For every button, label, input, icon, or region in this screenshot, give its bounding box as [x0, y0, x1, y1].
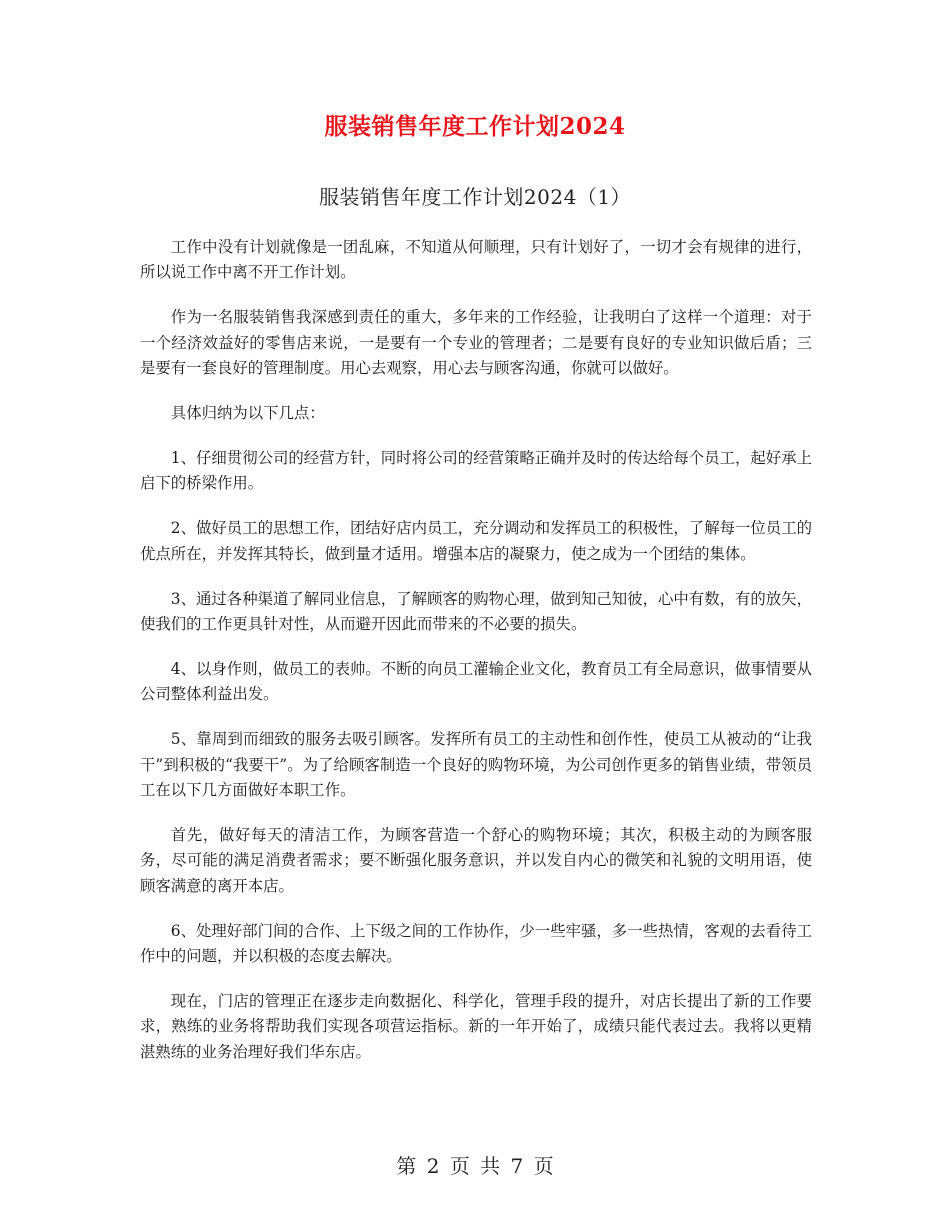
paragraph-point-4: 4、以身作则，做员工的表帅。不断的向员工灌输企业文化，教育员工有全局意识，做事情要从公司整体利益出发。	[140, 659, 812, 704]
document-body	[140, 235, 812, 1085]
paragraph-intro: 工作中没有计划就像是一团乱麻，不知道从何顺理，只有计划好了，一切才会有规律的进行，所以说工作中离不开工作计划。	[140, 238, 812, 282]
paragraph-responsibility: 作为一名服装销售我深感到责任的重大，多年来的工作经验，让我明白了这样一个道理：对于一个经济效益好的零售店来说，一是要有一个专业的管理者；二是要有良好的专业知识做后盾；三是要有一套良好的管理制度。用心去观察，用心去与顾客沟通，你就可以做好。	[140, 308, 812, 378]
document-title: 服装销售年度工作计划2024	[324, 113, 626, 140]
paragraph-point-1: 1、仔细贯彻公司的经营方针，同时将公司的经营策略正确并及时的传达给每个员工，起好承上启下的桥梁作用。	[140, 448, 812, 493]
paragraph-summary-lead: 具体归纳为以下几点：	[170, 404, 325, 423]
paragraph-service-details: 首先，做好每天的清洁工作，为顾客营造一个舒心的购物环境；其次，积极主动的为顾客服务，尽可能的满足消费者需求；要不断强化服务意识，并以发自内心的微笑和礼貌的文明用语，使顾客满意的离开本店。	[140, 825, 812, 895]
paragraph-point-5: 5、靠周到而细致的服务去吸引顾客。发挥所有员工的主动性和创作性，使员工从被动的“让我干”到积极的“我要干”。为了给顾客制造一个良好的购物环境，为公司创作更多的销售业绩，带领员工在以下几方面做好本职工作。	[140, 730, 812, 799]
document-subtitle: 服装销售年度工作计划2024（1）	[318, 185, 632, 209]
paragraph-point-6: 6、处理好部门间的合作、上下级之间的工作协作，少一些牢骚，多一些热情，客观的去看待工作中的问题，并以积极的态度去解决。	[140, 921, 812, 966]
paragraph-point-2: 2、做好员工的思想工作，团结好店内员工，充分调动和发挥员工的积极性，了解每一位员工的优点所在，并发挥其特长，做到量才适用。增强本店的凝聚力，使之成为一个团结的集体。	[140, 519, 812, 563]
page-number-footer: 第 2 页 共 7 页	[396, 1154, 554, 1178]
paragraph-conclusion: 现在，门店的管理正在逐步走向数据化、科学化，管理手段的提升，对店长提出了新的工作要求，熟练的业务将帮助我们实现各项营运指标。新的一年开始了，成绩只能代表过去。我将以更精湛熟练的业务治理好我们华东店。	[140, 991, 812, 1061]
paragraph-point-3: 3、通过各种渠道了解同业信息，了解顾客的购物心理，做到知己知彼，心中有数，有的放矢，使我们的工作更具针对性，从而避开因此而带来的不必要的损失。	[140, 589, 812, 633]
